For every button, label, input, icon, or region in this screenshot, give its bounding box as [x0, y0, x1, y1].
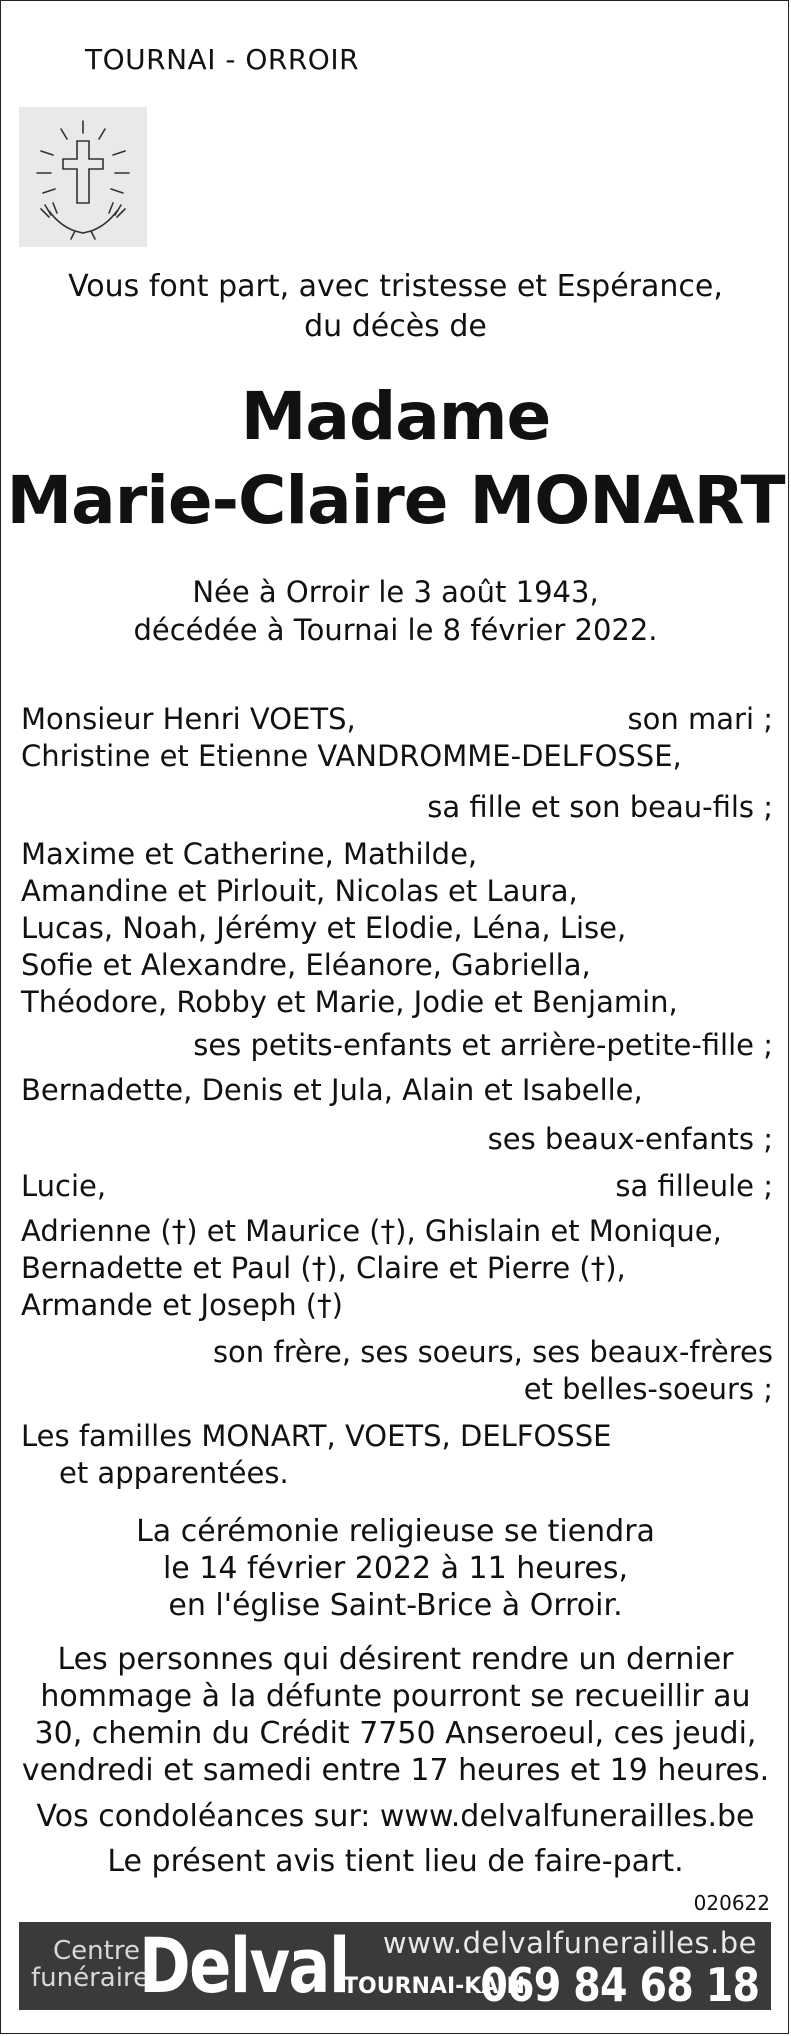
birth-line: Née à Orroir le 3 août 1943,: [192, 575, 599, 609]
siblings-relation-line-1: son frère, ses soeurs, ses beaux-frères: [212, 1335, 773, 1369]
grandchildren-line: Lucas, Noah, Jérémy et Elodie, Léna, Lise,: [21, 911, 627, 945]
families-line-1: Les familles MONART, VOETS, DELFOSSE: [21, 1419, 612, 1453]
ceremony-line-2: le 14 février 2022 à 11 heures,: [162, 1551, 629, 1586]
family-list: [21, 701, 773, 1492]
family-entry-goddaughter: [21, 1168, 773, 1205]
visitation-line-1: Les personnes qui désirent rendre un dernier: [57, 1642, 734, 1677]
centre-line-1: Centre: [53, 1936, 140, 1966]
grandchildren-line: Amandine et Pirlouit, Nicolas et Laura,: [21, 874, 578, 908]
condolences-line: Vos condoléances sur: www.delvalfunerailles.be: [36, 1799, 755, 1834]
siblings-line: Armande et Joseph (†): [21, 1288, 343, 1322]
city-label: TOURNAI-KAIN: [343, 1974, 525, 1999]
visitation-line-2: hommage à la défunte pourront se recueillir au: [40, 1679, 751, 1714]
siblings-relation-line-2: et belles-soeurs ;: [523, 1372, 773, 1406]
siblings-list: [21, 1213, 773, 1324]
visitation-line-3: 30, chemin du Crédit 7750 Anseroeul, ces jeudi,: [34, 1716, 757, 1751]
ceremony-line-1: La cérémonie religieuse se tiendra: [136, 1514, 655, 1549]
death-line: décédée à Tournai le 8 février 2022.: [133, 613, 658, 647]
deceased-name: Marie-Claire MONART: [6, 462, 785, 539]
grandchildren-list: [21, 836, 773, 1021]
grandchildren-line: Sofie et Alexandre, Eléanore, Gabriella,: [21, 948, 591, 982]
centre-funeraire-label: [31, 1936, 150, 1993]
husband-relation: son mari ;: [627, 702, 773, 736]
notice-line: Le présent avis tient lieu de faire-part.: [107, 1844, 684, 1879]
ceremony-line-3: en l'église Saint-Brice à Orroir.: [168, 1588, 623, 1623]
website-link[interactable]: www.delvalfunerailles.be: [382, 1926, 757, 1960]
in-laws-children-name: Bernadette, Denis et Jula, Alain et Isabelle,: [21, 1073, 643, 1107]
location-heading: TOURNAI - ORROIR: [85, 43, 360, 76]
daughter-relation: sa fille et son beau-fils ;: [427, 790, 773, 824]
husband-name: Monsieur Henri VOETS,: [21, 702, 356, 736]
centre-line-2: funéraire: [31, 1963, 150, 1993]
reference-code: 020622: [693, 1891, 770, 1915]
phone-number[interactable]: 069 84 68 18: [480, 1958, 759, 2010]
deceased-title: Madame: [240, 378, 551, 455]
funeral-home-banner: [19, 1922, 771, 2010]
goddaughter-relation: sa filleule ;: [615, 1169, 773, 1203]
siblings-line: Bernadette et Paul (†), Claire et Pierre (†),: [21, 1251, 626, 1285]
grandchildren-line: Théodore, Robby et Marie, Jodie et Benjamin,: [21, 985, 678, 1019]
in-laws-children-relation: ses beaux-enfants ;: [487, 1122, 773, 1156]
cross-with-hands-icon: [19, 107, 147, 247]
intro-line-2: du décès de: [304, 309, 487, 344]
siblings-line: Adrienne (†) et Maurice (†), Ghislain et Monique,: [21, 1214, 722, 1248]
daughter-name: Christine et Etienne VANDROMME-DELFOSSE,: [21, 739, 682, 773]
grandchildren-relation: ses petits-enfants et arrière-petite-fille ;: [193, 1028, 773, 1062]
visitation-line-4: vendredi et samedi entre 17 heures et 19 heures.: [21, 1753, 770, 1788]
grandchildren-line: Maxime et Catherine, Mathilde,: [21, 837, 478, 871]
goddaughter-name: Lucie,: [21, 1169, 107, 1203]
brand-logo: Delval: [139, 1922, 349, 2010]
family-entry-husband: [21, 701, 773, 738]
families-line-2: et apparentées.: [59, 1456, 289, 1490]
intro-line-1: Vous font part, avec tristesse et Espérance,: [68, 269, 723, 304]
